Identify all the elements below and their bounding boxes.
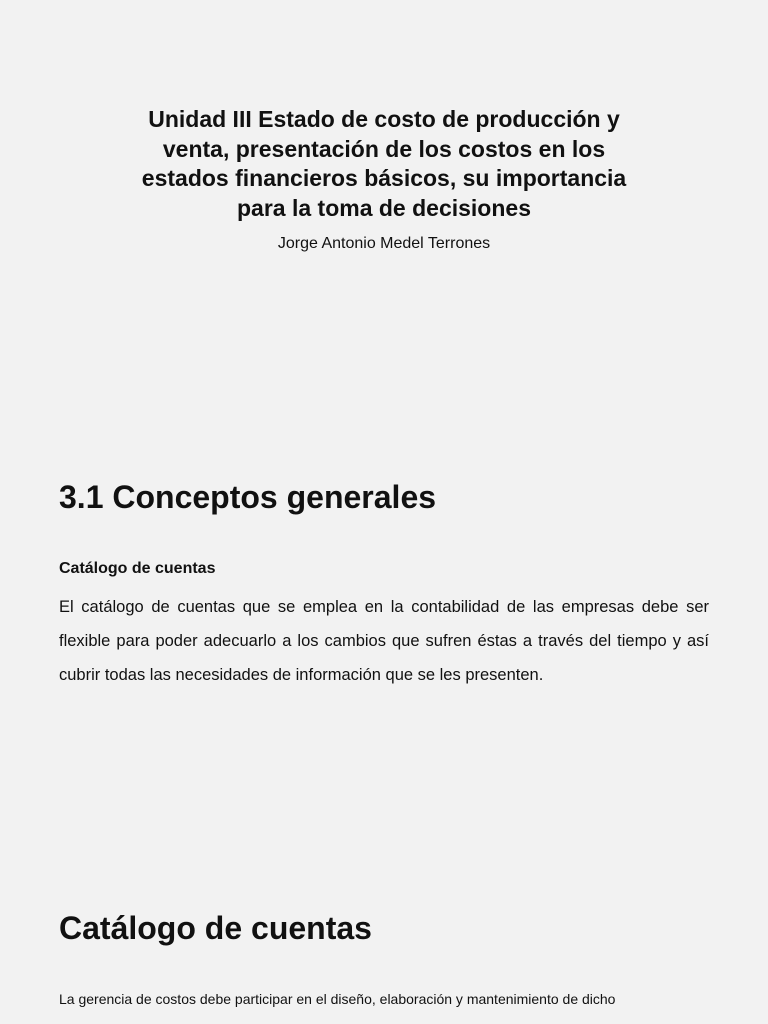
section-heading-catalogo-de-cuentas: Catálogo de cuentas <box>59 910 372 946</box>
document-author: Jorge Antonio Medel Terrones <box>277 235 491 252</box>
paragraph-gerencia-de-costos: La gerencia de costos debe participar en el diseño, elaboración y mantenimiento de dicho <box>59 991 616 1007</box>
title-block <box>84 105 684 254</box>
paragraph-catalogo-description: El catálogo de cuentas que se emplea en la contabilidad de las empresas debe ser flexible para poder adecuarlo a los cambios que sufren éstas a través del tiempo y así cubrir todas las necesidades de información que se les presenten. <box>59 598 709 684</box>
section-heading-conceptos-generales: 3.1 Conceptos generales <box>59 479 437 515</box>
document-title: Unidad III Estado de costo de producción y venta, presentación de los costos en los estados financieros básicos, su importancia para la toma de decisiones <box>141 106 627 221</box>
subheading-catalogo-de-cuentas: Catálogo de cuentas <box>59 560 216 577</box>
